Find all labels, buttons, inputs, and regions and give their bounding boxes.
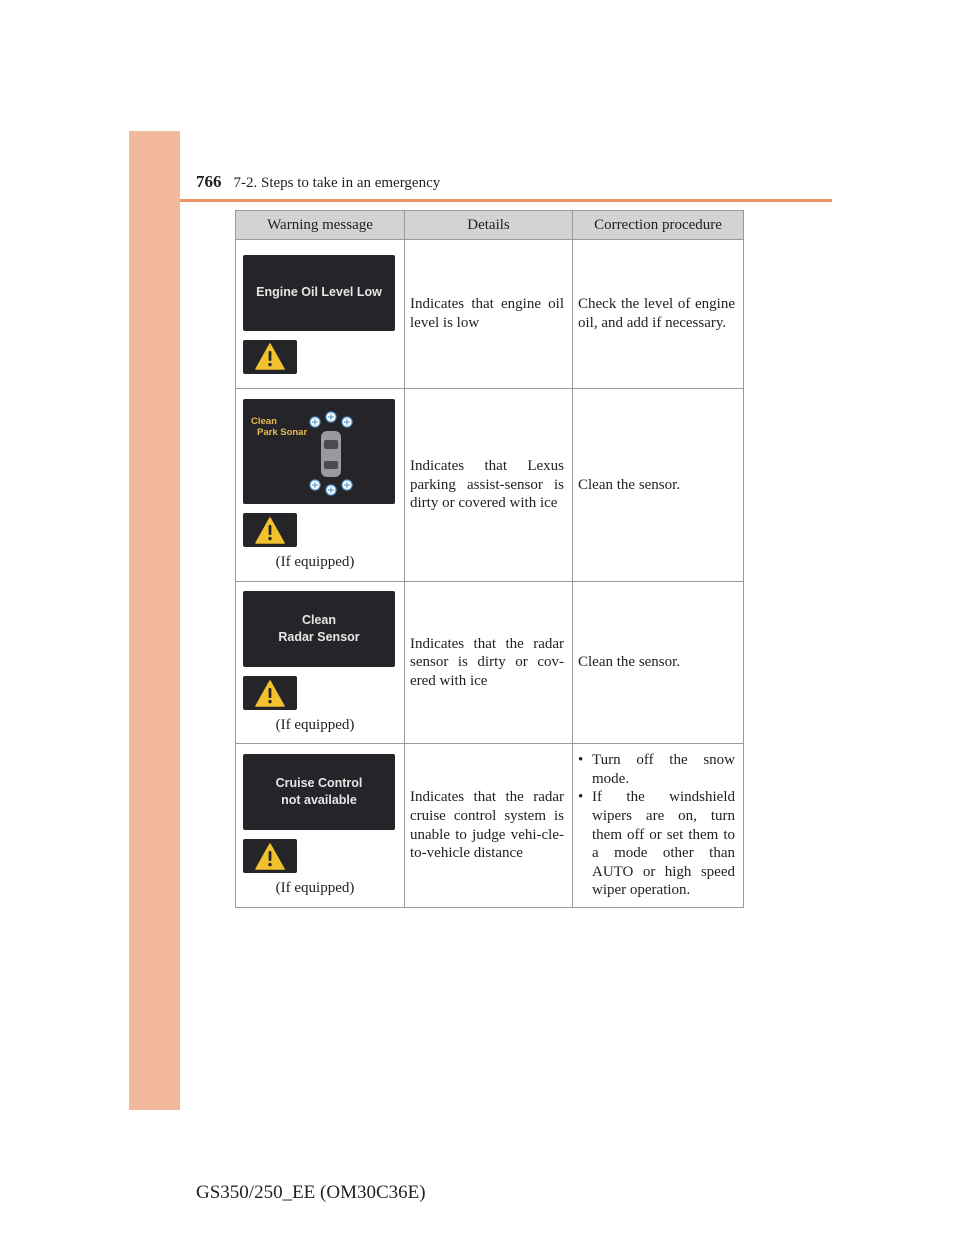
car-sensor-diagram-icon bbox=[291, 407, 371, 497]
screen-text: Engine Oil Level Low bbox=[256, 285, 382, 299]
display-screen bbox=[243, 754, 395, 830]
display-screen bbox=[243, 399, 395, 504]
correction-cell bbox=[573, 744, 744, 908]
list-item: • If the windshield wipers are on, turn them off or set them to a mode other than AUTO or high speed wiper operation. bbox=[578, 788, 735, 900]
screen-text: not available bbox=[281, 793, 357, 807]
warning-message-cell bbox=[236, 582, 405, 744]
display-screen bbox=[243, 255, 395, 331]
table-header-row bbox=[236, 211, 744, 240]
page-number: 766 bbox=[196, 172, 222, 191]
correction-cell: Clean the sensor. bbox=[573, 389, 744, 582]
table-row bbox=[236, 389, 744, 582]
table-row bbox=[236, 240, 744, 389]
model-code-footer: GS350/250_EE (OM30C36E) bbox=[196, 1182, 426, 1203]
side-color-band bbox=[129, 131, 180, 1110]
details-cell: Indicates that the radar cruise control system is unable to judge vehi-cle-to-vehicle distance bbox=[405, 744, 573, 908]
warning-table bbox=[235, 210, 744, 908]
column-header: Details bbox=[405, 211, 573, 240]
list-item: • Turn off the snow mode. bbox=[578, 751, 735, 788]
if-equipped-note: (If equipped) bbox=[275, 717, 355, 733]
details-cell: Indicates that engine oil level is low bbox=[405, 240, 573, 389]
screen-text: Cruise Control bbox=[275, 776, 363, 790]
warning-triangle-icon bbox=[243, 513, 297, 547]
column-header: Warning message bbox=[236, 211, 405, 240]
display-screen bbox=[243, 591, 395, 667]
screen-text: Park Sonar bbox=[257, 427, 308, 438]
screen-text: Clean bbox=[301, 613, 337, 627]
warning-triangle-icon bbox=[243, 676, 297, 710]
correction-list bbox=[578, 751, 735, 900]
table-row bbox=[236, 744, 744, 908]
correction-cell: Clean the sensor. bbox=[573, 582, 744, 744]
warning-message-cell bbox=[236, 389, 405, 582]
warning-message-cell bbox=[236, 240, 405, 389]
section-title: 7-2. Steps to take in an emergency bbox=[233, 175, 441, 191]
if-equipped-note: (If equipped) bbox=[275, 554, 355, 570]
details-cell: Indicates that the radar sensor is dirty or cov-ered with ice bbox=[405, 582, 573, 744]
warning-message-cell bbox=[236, 744, 405, 908]
details-cell: Indicates that Lexus parking assist-sensor is dirty or covered with ice bbox=[405, 389, 573, 582]
correction-cell: Check the level of engine oil, and add if necessary. bbox=[573, 240, 744, 389]
screen-text: Clean bbox=[251, 416, 277, 427]
header-rule bbox=[180, 199, 832, 202]
screen-text: Radar Sensor bbox=[278, 630, 360, 644]
page-header bbox=[196, 172, 440, 196]
warning-triangle-icon bbox=[243, 340, 297, 374]
column-header: Correction procedure bbox=[573, 211, 744, 240]
warning-triangle-icon bbox=[243, 839, 297, 873]
table-row bbox=[236, 582, 744, 744]
if-equipped-note: (If equipped) bbox=[275, 880, 355, 896]
